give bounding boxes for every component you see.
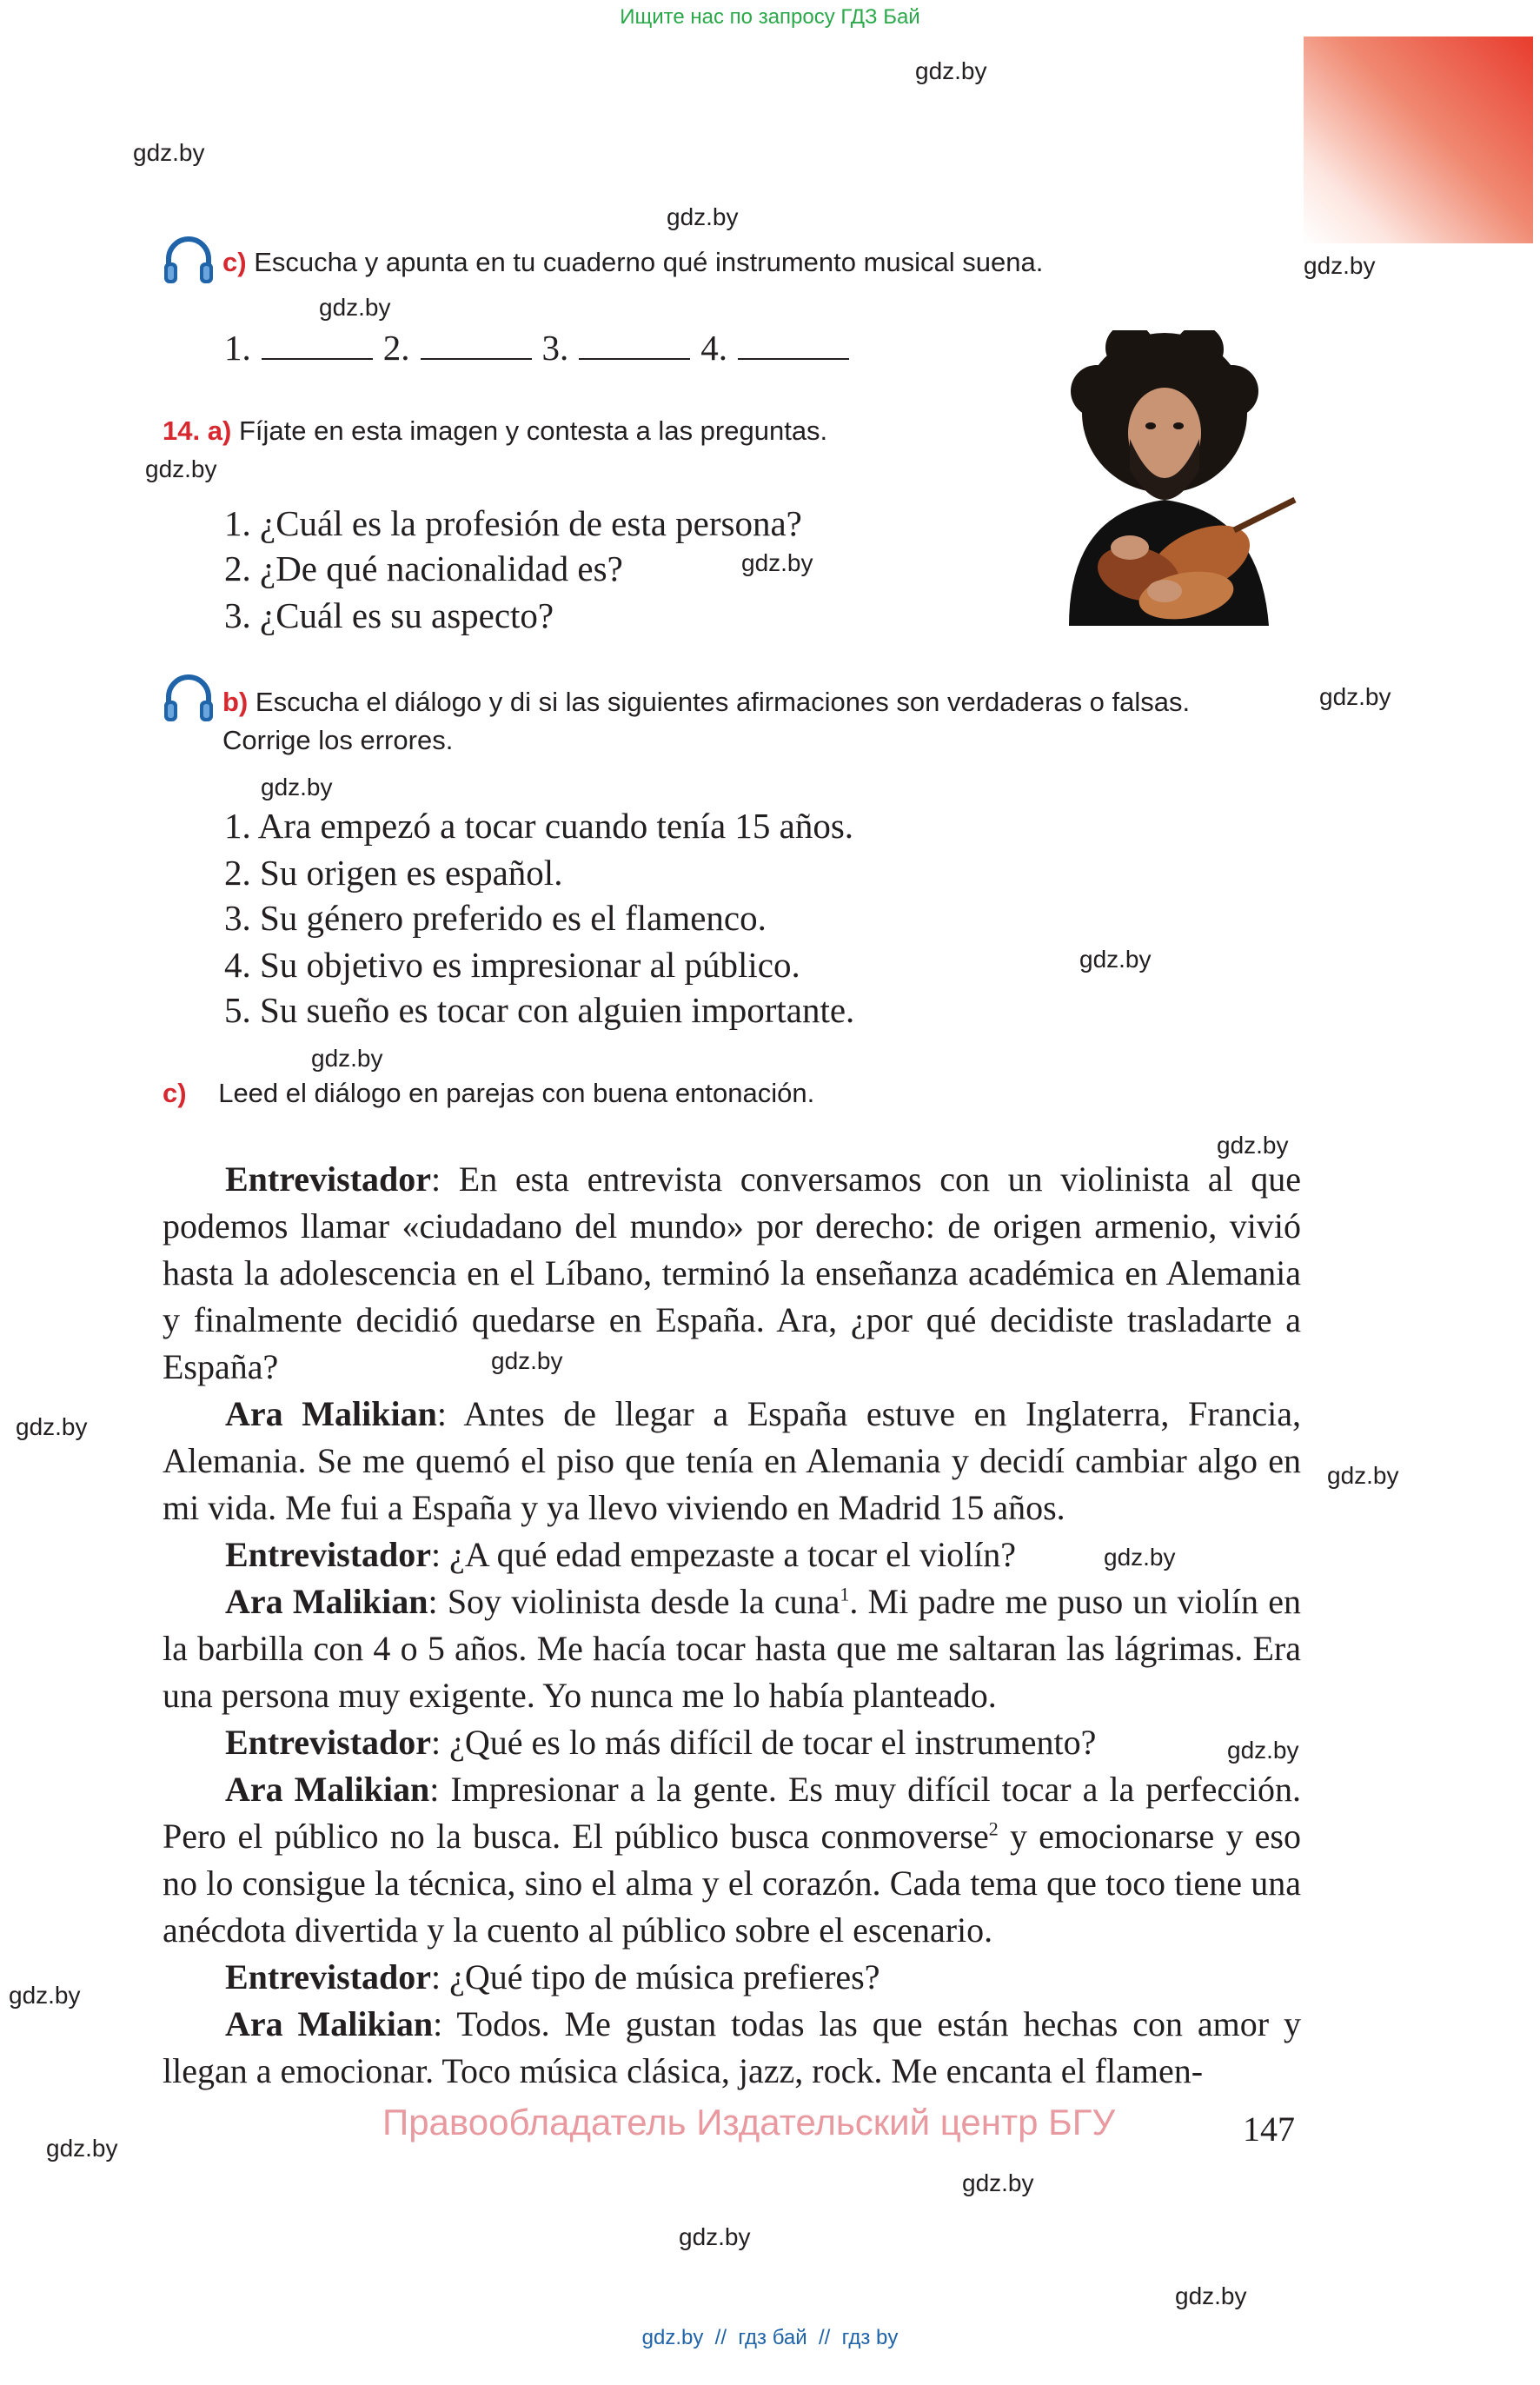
watermark: gdz.by bbox=[741, 549, 813, 576]
headphones-icon[interactable] bbox=[162, 673, 216, 723]
watermark: gdz.by bbox=[1319, 683, 1391, 710]
watermark: gdz.by bbox=[311, 1045, 383, 1072]
dialogue-line bbox=[163, 2001, 1301, 2095]
watermark: gdz.by bbox=[145, 455, 217, 482]
watermark: gdz.by bbox=[667, 203, 739, 230]
watermark: gdz.by bbox=[133, 139, 205, 166]
answer-line[interactable] bbox=[579, 332, 690, 360]
dialogue-text: : ¿Qué es lo más difícil de tocar el instrumento? bbox=[431, 1723, 1097, 1762]
watermark: gdz.by bbox=[679, 2223, 751, 2250]
headphones-icon[interactable] bbox=[162, 235, 216, 285]
question-item: 3. ¿Cuál es su aspecto? bbox=[224, 595, 554, 635]
watermark: gdz.by bbox=[962, 2169, 1034, 2196]
dialogue-line bbox=[163, 1578, 1301, 1719]
page-number: 147 bbox=[1243, 2109, 1295, 2149]
watermark: gdz.by bbox=[319, 294, 391, 321]
task-letter: a) bbox=[207, 415, 232, 446]
dialogue-text: : ¿A qué edad empezaste a tocar el violín? bbox=[431, 1535, 1017, 1574]
speaker-name: Entrevistador bbox=[225, 1723, 432, 1762]
dialogue bbox=[163, 1156, 1301, 2095]
statement-item: 3. Su género preferido es el flamenco. bbox=[224, 898, 767, 938]
task-letter: c) bbox=[222, 247, 247, 277]
task-13c-instruction bbox=[222, 247, 1043, 278]
dialogue-line bbox=[163, 1156, 1301, 1391]
watermark: gdz.by bbox=[491, 1347, 563, 1374]
dialogue-line bbox=[163, 1391, 1301, 1531]
dialogue-text: : Soy violinista desde la cuna bbox=[428, 1582, 840, 1621]
dialogue-text: : Antes de llegar a España estuve en Inglaterra, Francia, Alemania. Se me quemó el piso que tenía en Alemania y decidí cambiar algo en mi vida. Me fui a España y ya llevo viviendo en Madrid 15 años. bbox=[163, 1394, 1301, 1527]
speaker-name: Ara Malikian bbox=[225, 1582, 428, 1621]
watermark: gdz.by bbox=[915, 57, 987, 84]
answer-line[interactable] bbox=[262, 332, 373, 360]
watermark: gdz.by bbox=[261, 774, 333, 801]
task-14b-instruction bbox=[222, 683, 1190, 760]
blank-number: 1. bbox=[224, 328, 251, 368]
answer-line[interactable] bbox=[738, 332, 849, 360]
statement-item: 2. Su origen es español. bbox=[224, 853, 563, 893]
task-letter: c) bbox=[163, 1078, 187, 1108]
question-item: 2. ¿De qué nacionalidad es? bbox=[224, 548, 623, 588]
instruction-text: Leed el diálogo en parejas con buena entonación. bbox=[218, 1078, 815, 1108]
dialogue-line bbox=[163, 1531, 1301, 1578]
speaker-name: Entrevistador bbox=[225, 1159, 432, 1199]
answer-line[interactable] bbox=[421, 332, 532, 360]
copyright-notice: Правообладатель Издательский центр БГУ bbox=[382, 2102, 1116, 2143]
instruction-line: Corrige los errores. bbox=[222, 725, 454, 755]
statement-item: 4. Su objetivo es impresionar al público. bbox=[224, 945, 800, 985]
watermark: gdz.by bbox=[16, 1413, 88, 1440]
task-14a-instruction bbox=[163, 415, 827, 447]
speaker-name: Ara Malikian bbox=[225, 1770, 430, 1809]
statement-item: 1. Ara empezó a tocar cuando tenía 15 años. bbox=[224, 806, 854, 846]
top-banner: Ищите нас по запросу ГДЗ Бай bbox=[620, 5, 920, 29]
dialogue-text: y emocionarse y eso no lo consigue la técnica, sino el alma y el corazón. Cada tema que toco tiene una anécdota divertida y la cuento al público sobre el escenario. bbox=[163, 1817, 1301, 1950]
watermark: gdz.by bbox=[1304, 252, 1376, 279]
footnote-ref[interactable]: 1 bbox=[840, 1583, 850, 1605]
speaker-name: Ara Malikian bbox=[225, 1394, 437, 1433]
answer-blanks bbox=[224, 327, 860, 369]
task-number: 14. bbox=[163, 415, 201, 446]
violinist-photo bbox=[1034, 330, 1304, 626]
dialogue-line bbox=[163, 1954, 1301, 2001]
dialogue-line bbox=[163, 1766, 1301, 1954]
instruction-text: Fíjate en esta imagen y contesta a las preguntas. bbox=[238, 415, 828, 446]
instruction-line bbox=[222, 683, 1190, 721]
watermark: gdz.by bbox=[1217, 1132, 1289, 1159]
watermark: gdz.by bbox=[46, 2135, 118, 2162]
dialogue-text: . Mi padre me puso un violín en la barbilla con 4 o 5 años. Me hacía tocar hasta que me saltaran las lágrimas. Era una persona muy exigente. Yo nunca me lo había planteado. bbox=[163, 1582, 1301, 1715]
footnote-ref[interactable]: 2 bbox=[988, 1817, 999, 1840]
dialogue-text: : Todos. Me gustan todas las que están hechas con amor y llegan a emocionar. Toco música clásica, jazz, rock. Me encanta el flamen- bbox=[163, 2004, 1301, 2090]
blank-number: 2. bbox=[382, 328, 410, 368]
instruction-text: Escucha el diálogo y di si las siguientes afirmaciones son verdaderas o falsas. bbox=[255, 687, 1191, 717]
watermark: gdz.by bbox=[1175, 2282, 1247, 2309]
watermark: gdz.by bbox=[9, 1982, 81, 2009]
watermark: gdz.by bbox=[1327, 1462, 1399, 1489]
blank-number: 4. bbox=[700, 328, 727, 368]
speaker-name: Entrevistador bbox=[225, 1957, 432, 1996]
speaker-name: Entrevistador bbox=[225, 1535, 432, 1574]
task-letter: b) bbox=[222, 687, 249, 717]
watermark: gdz.by bbox=[1079, 946, 1152, 973]
question-item: 1. ¿Cuál es la profesión de esta persona? bbox=[224, 503, 802, 543]
dialogue-text: : ¿Qué tipo de música prefieres? bbox=[431, 1957, 880, 1996]
dialogue-line bbox=[163, 1719, 1301, 1766]
corner-decoration bbox=[1304, 37, 1533, 243]
dialogue-text: : En esta entrevista conversamos con un violinista al que podemos llamar «ciudadano del mundo» por derecho: de origen armenio, vivió hasta la adolescencia en el Líbano, terminó la enseñanza académica en Alemania y finalmente decidió quedarse en España. Ara, ¿por qué decidiste trasladarte a España? bbox=[163, 1159, 1301, 1386]
dialogue-text: : Impresionar a la gente. Es muy difícil tocar a la perfección. Pero el público no la busca. El público busca conmoverse bbox=[163, 1770, 1301, 1856]
watermark: gdz.by bbox=[1227, 1737, 1299, 1764]
watermark: gdz.by bbox=[1104, 1544, 1176, 1571]
task-14c-instruction bbox=[163, 1078, 814, 1109]
statement-item: 5. Su sueño es tocar con alguien importante. bbox=[224, 990, 855, 1030]
speaker-name: Ara Malikian bbox=[225, 2004, 434, 2043]
footer-links[interactable]: gdz.by // гдз бай // гдз by bbox=[641, 2326, 899, 2349]
instruction-text: Escucha y apunta en tu cuaderno qué instrumento musical suena. bbox=[254, 247, 1044, 277]
blank-number: 3. bbox=[541, 328, 569, 368]
